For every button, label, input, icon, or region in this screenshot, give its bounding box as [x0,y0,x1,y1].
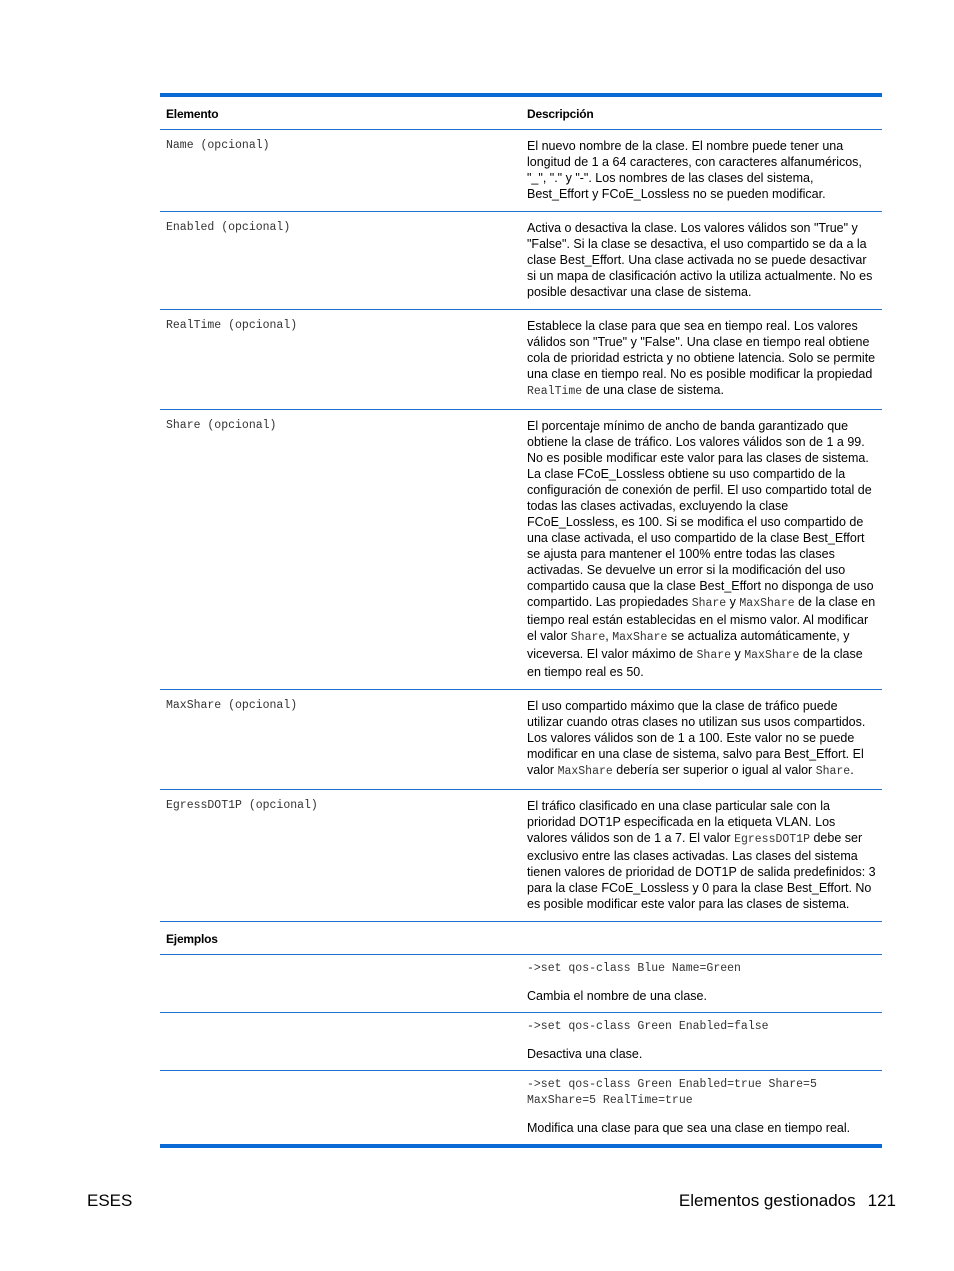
example-content [521,1077,882,1136]
parameter-description [521,220,882,300]
table-row [160,790,882,922]
description-text: El porcentaje mínimo de ancho de banda garantizado que obtiene la clase de tráfico. Los valores válidos son de 1 a 99. No es posible modificar este valor para las clases de sistema. La clase FCoE_Lossless obtiene su uso compartido de la configuración de conexión de perfil. El uso compartido total de todas las clases activadas, excluyendo la clase FCoE_Lossless, es 100. Si se modifica el uso compartido de una clase activada, el uso compartido de la clase Best_Effort se ajusta para mantener el 100% entre todas las clases activadas. Se devuelve un error si la modificación del uso compartido causa que la clase Best_Effort no disponga de uso compartido. Las propiedades [527,419,874,609]
example-spacer [160,961,521,1004]
description-text: , [605,629,613,643]
inline-code: EgressDOT1P [734,833,810,846]
example-command: ->set qos-class Green Enabled=true Share=5 MaxShare=5 RealTime=true [527,1078,817,1107]
examples-header-row [160,922,882,955]
example-row [160,1013,882,1071]
parameter-description [521,798,882,912]
example-command: ->set qos-class Green Enabled=false [527,1020,769,1033]
table-row [160,690,882,790]
table-row [160,310,882,410]
description-text: Establece la clase para que sea en tiempo real. Los valores válidos son "True" y "False". Una clase en tiempo real obtiene cola de prioridad estricta y no obtiene latencia. Solo se permite una clase en tiempo real. No es posible modificar la propiedad [527,319,876,381]
footer-section-title: Elementos gestionados [678,1191,856,1210]
column-header-descripcion: Descripción [527,107,594,121]
description-text: de una clase de sistema. [582,383,724,397]
table-row [160,212,882,310]
inline-code: Share [696,649,732,662]
parameter-table [160,93,882,1148]
description-text: El nuevo nombre de la clase. El nombre puede tener una longitud de 1 a 64 caracteres, con caracteres alfanuméricos, "_", "." y "-". Los nombres de las clases del sistema, Best_Effort y FCoE_Lossless no se pueden modificar. [527,139,862,201]
description-text: se actualiza automáticamente, y viceversa. El valor máximo de [527,629,850,661]
example-row [160,955,882,1013]
table-bottom-bar [160,1144,882,1148]
inline-code: MaxShare [557,765,613,778]
description-text: El uso compartido máximo que la clase de tráfico puede utilizar cuando otras clases no utilizan sus usos compartidos. Los valores válidos son de 1 a 100. Este valor no se puede modificar en una clase de sistema, salvo para Best_Effort. El valor [527,699,866,777]
inline-code: MaxShare [612,631,668,644]
example-spacer [160,1019,521,1062]
inline-code: RealTime [527,385,583,398]
parameter-name: RealTime (opcional) [166,319,298,332]
examples-header: Ejemplos [166,932,218,946]
example-description: Modifica una clase para que sea una clase en tiempo real. [527,1121,851,1135]
table-header-row [160,97,882,130]
footer-locale: ESES [87,1191,133,1210]
description-text: El tráfico clasificado en una clase particular sale con la prioridad DOT1P especificada en la etiqueta VLAN. Los valores válidos son de 1 a 7. El valor [527,799,836,845]
inline-code: MaxShare [739,597,795,610]
description-text: debería ser superior o igual al valor [612,763,816,777]
example-description: Cambia el nombre de una clase. [527,989,707,1003]
parameter-description [521,138,882,202]
parameter-name: Share (opcional) [166,419,277,432]
parameter-description [521,698,882,780]
page-number: 121 [867,1191,896,1210]
parameter-rows [160,130,882,922]
example-command: ->set qos-class Blue Name=Green [527,962,741,975]
parameter-name: MaxShare (opcional) [166,699,298,712]
footer-page-info [679,1191,896,1211]
table-row [160,410,882,690]
column-header-elemento: Elemento [166,107,219,121]
description-text: y [731,647,745,661]
example-spacer [160,1077,521,1136]
inline-code: MaxShare [744,649,800,662]
example-description: Desactiva una clase. [527,1047,643,1061]
table-row [160,130,882,212]
example-content [521,961,882,1004]
description-text: . [850,763,854,777]
parameter-name: Enabled (opcional) [166,221,291,234]
description-text: de la clase en tiempo real están establecidas en el mismo valor. Al modificar el valor [527,595,876,643]
description-text: de la clase en tiempo real es 50. [527,647,863,679]
example-rows [160,955,882,1144]
parameter-description [521,418,882,680]
inline-code: Share [691,597,727,610]
parameter-description [521,318,882,400]
description-text: Activa o desactiva la clase. Los valores válidos son "True" y "False". Si la clase se desactiva, el uso compartido se da a la clase Best_Effort. Una clase activada no se puede desactivar si un mapa de clasificación activo la utiliza actualmente. No es posible desactivar una clase de sistema. [527,221,873,299]
inline-code: Share [815,765,851,778]
examples-header-empty [521,922,882,954]
example-content [521,1019,882,1062]
example-row [160,1071,882,1144]
description-text: y [726,595,740,609]
parameter-name: Name (opcional) [166,139,270,152]
parameter-name: EgressDOT1P (opcional) [166,799,318,812]
inline-code: Share [570,631,606,644]
description-text: debe ser exclusivo entre las clases activadas. Las clases del sistema tienen valores de prioridad de DOT1P de salida predefinidos: 3 para la clase FCoE_Lossless y 0 para la clase Best_Effort. No es posible modificar este valor para las clases de sistema. [527,831,876,911]
